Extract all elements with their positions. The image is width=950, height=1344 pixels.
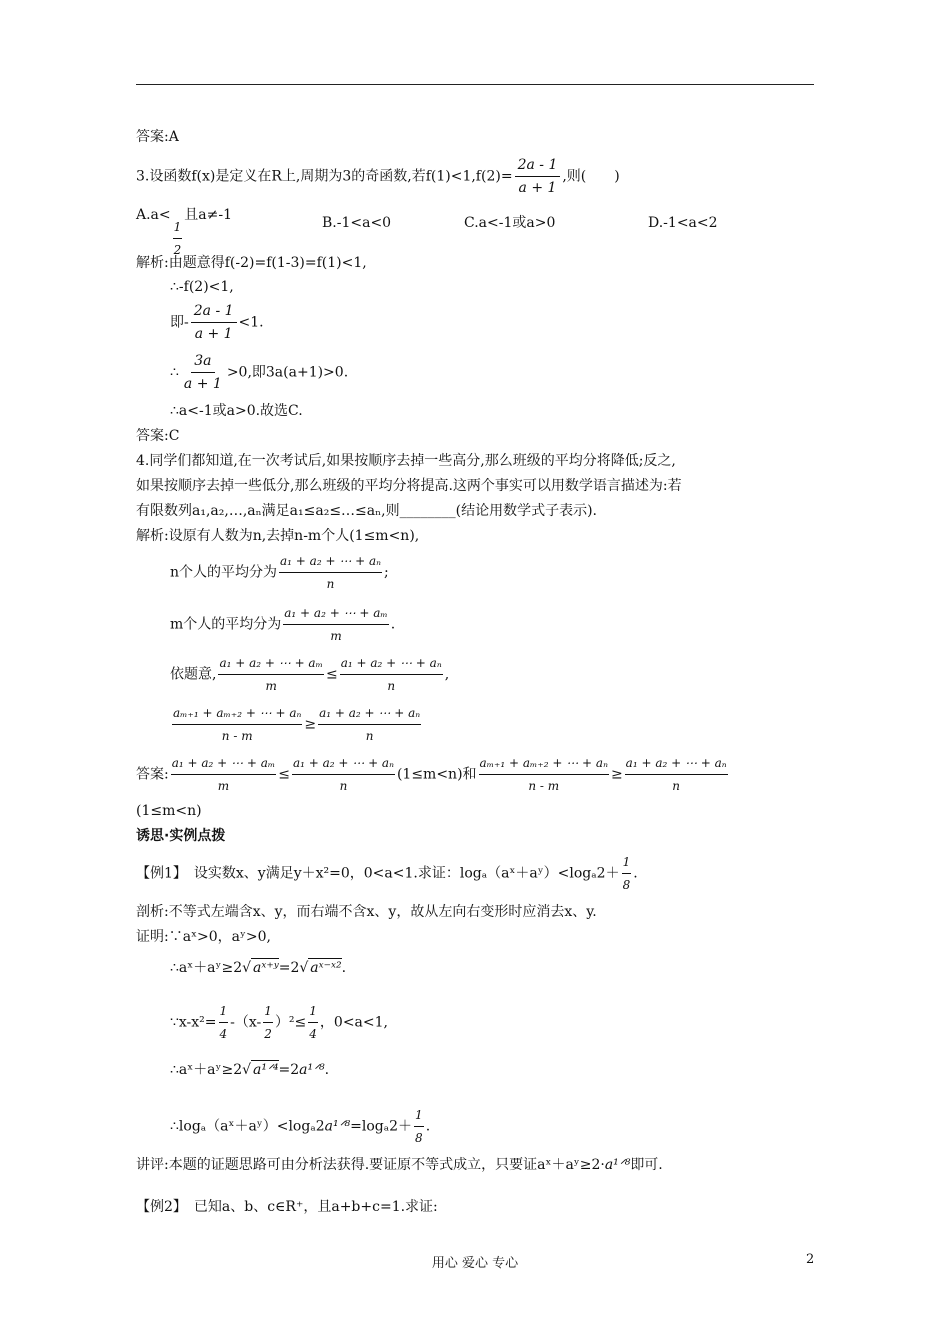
q4-solution-line-5: $\frac{\text{aₘ₊₁ + aₘ₊₂ + ⋯ + aₙ}}{n - m}$ ≥ $\frac{\text{a₁ + a₂ + ⋯ + aₙ}}{n}$ bbox=[173, 706, 421, 743]
answer-a: 答案:A bbox=[136, 129, 179, 145]
q4-solution-line-2: n个人的平均分为 $\frac{\text{a₁ + a₂ + ⋯ + aₙ}}{n}$ ; bbox=[170, 554, 389, 591]
proof-line-4: ∴aˣ＋aʸ≥2√ a¹ᐟ⁴=2a¹ᐟ⁸. bbox=[170, 1062, 330, 1078]
page-footer: 用心 爱心 专心 bbox=[431, 1256, 519, 1271]
q3-text: 3.设函数f(x)是定义在R上,周期为3的奇函数,若f(1)<1,f(2)= bbox=[136, 168, 513, 185]
q3-solution-line-3: 即- $\frac{2a - 1}{a + 1}$ <1. bbox=[170, 303, 264, 342]
q3-solution-line-4: ∴ $\frac{3a}{a + 1}$ >0,即3a(a+1)>0. bbox=[170, 353, 349, 392]
q4-answer-tail: (1≤m<n) bbox=[136, 803, 202, 819]
q4-answer: 答案: $\frac{\text{a₁ + a₂ + ⋯ + aₘ}}{m}$ ≤ $\frac{\text{a₁ + a₂ + ⋯ + aₙ}}{n}$ (1≤m<n)和 $\frac{\text{aₘ₊₁ + aₘ₊₂ + ⋯ + aₙ}}{n - m}$ ≥ $\frac{\text{a₁ + a₂ + ⋯ + aₙ}}{n}$ bbox=[136, 756, 727, 793]
q3-solution-line-5: ∴a<-1或a>0.故选C. bbox=[170, 403, 303, 419]
q4-solution-line-1: 解析:设原有人数为n,去掉n-m个人(1≤m<n), bbox=[136, 528, 420, 544]
header-rule bbox=[136, 84, 814, 85]
example-2: 【例2】 已知a、b、c∈R⁺，且a+b+c=1.求证: bbox=[136, 1199, 438, 1215]
option-a: A.a< $\frac{1}{2}$ 且a≠-1 bbox=[136, 207, 232, 257]
proof-line-1: 证明:∵aˣ>0，aʸ>0, bbox=[136, 929, 271, 945]
section-title: 诱思·实例点拨 bbox=[136, 828, 226, 844]
answer-c: 答案:C bbox=[136, 428, 180, 444]
proof-line-3: ∵x-x²= $\frac{1}{4}$ -（x- $\frac{1}{2}$ ）²≤ $\frac{1}{4}$ ，0<a<1, bbox=[170, 1004, 388, 1041]
question-4-line-2: 如果按顺序去掉一些低分,那么班级的平均分将提高.这两个事实可以用数学语言描述为:若 bbox=[136, 478, 682, 494]
example-1-comment: 讲评:本题的证题思路可由分析法获得.要证原不等式成立，只要证aˣ＋aʸ≥2·a¹ᐟ⁸即可. bbox=[136, 1157, 663, 1173]
q4-solution-line-4: 依题意, $\frac{\text{a₁ + a₂ + ⋯ + aₘ}}{m}$ ≤ $\frac{\text{a₁ + a₂ + ⋯ + aₙ}}{n}$ , bbox=[170, 656, 450, 693]
question-3 bbox=[136, 156, 620, 197]
question-4-line-3: 有限数列a₁,a₂,…,aₙ满足a₁≤a₂≤…≤aₙ,则________(结论用数学式子表示). bbox=[136, 503, 598, 519]
q3-solution-line-1: 解析:由题意得f(-2)=f(1-3)=f(1)<1, bbox=[136, 255, 367, 271]
proof-line-5: ∴logₐ（aˣ＋aʸ）<logₐ2a¹ᐟ⁸=logₐ2＋ $\frac{1}{8}$ . bbox=[170, 1108, 431, 1145]
example-1-analysis: 剖析:不等式左端含x、y，而右端不含x、y，故从左向右变形时应消去x、y. bbox=[136, 904, 597, 920]
option-c: C.a<-1或a>0 bbox=[464, 215, 556, 231]
proof-line-2: ∴aˣ＋aʸ≥2√ aˣ⁺ʸ=2√ aˣ⁻ˣ². bbox=[170, 960, 347, 976]
q3-solution-line-2: ∴-f(2)<1, bbox=[170, 279, 234, 295]
page-number: 2 bbox=[806, 1252, 815, 1267]
q4-solution-line-3: m个人的平均分为 $\frac{\text{a₁ + a₂ + ⋯ + aₘ}}{m}$ . bbox=[170, 606, 396, 643]
option-b: B.-1<a<0 bbox=[322, 215, 392, 231]
question-4-line-1: 4.同学们都知道,在一次考试后,如果按顺序去掉一些高分,那么班级的平均分将降低;反之, bbox=[136, 453, 676, 469]
q3-fraction: $\frac{2a - 1}{a + 1}$ bbox=[515, 156, 561, 197]
option-d: D.-1<a<2 bbox=[648, 215, 718, 231]
example-1: 【例1】 设实数x、y满足y＋x²=0，0<a<1.求证：logₐ（aˣ＋aʸ）<logₐ2＋ $\frac{1}{8}$ . bbox=[136, 855, 638, 892]
q3-tail: ,则( ) bbox=[562, 168, 620, 185]
